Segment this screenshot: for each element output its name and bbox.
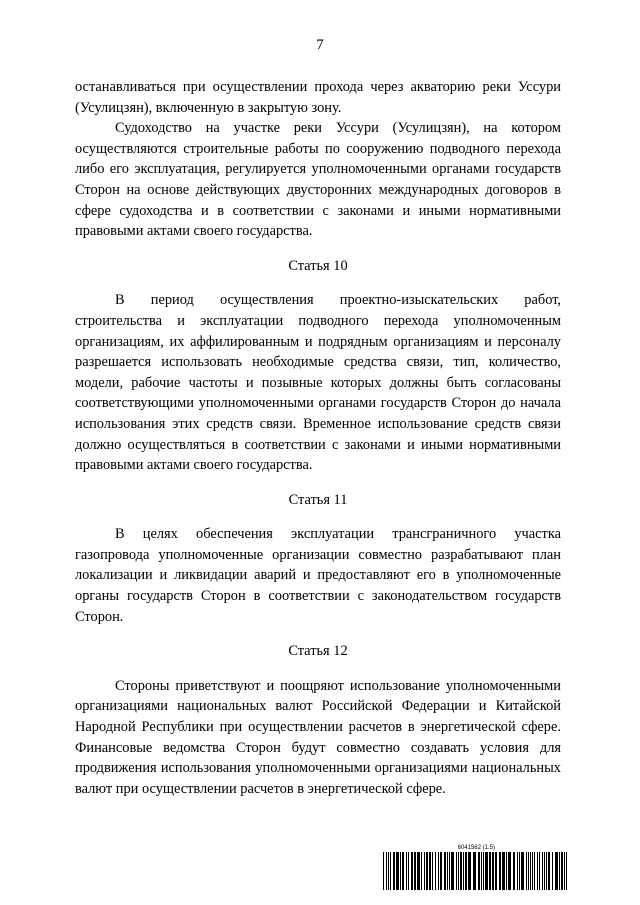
- barcode-number: 6041562 (1.5): [457, 845, 495, 851]
- paragraph-navigation: Судоходство на участке реки Уссури (Усулицзян), на котором осуществляются строительные работы по сооружению подводного перехода либо его эксплуатация, регулируется уполномоченными органами государств Сторон на основе действующих двусторонних международных договоров в сфере судоходства и в соответствии с законами и иными нормативными правовыми актами своего государства.: [75, 120, 561, 240]
- article-10-text: В период осуществления проектно-изыскательских работ, строительства и эксплуатации подводного перехода уполномоченным организациям, их аффилированным и подрядным организациям и персоналу разрешается использовать необходимые средства связи, тип, количество, модели, рабочие частоты и позывные которых должны быть согласованы соответствующими уполномоченными органами государств Сторон до начала использования этих средств связи. Временное использование средств связи должно осуществляться в соответствии с законами и иными нормативными правовыми актами своего государства.: [75, 292, 561, 474]
- article-11-heading: Статья 11: [288, 491, 348, 508]
- article-11-text: В целях обеспечения эксплуатации трансграничного участка газопровода уполномоченные организации совместно разрабатывают план локализации и ликвидации аварий и предоставляют его в уполномоченные органы государств Сторон в соответствии с законодательством государств Сторон.: [75, 526, 561, 625]
- page-number: 7: [316, 37, 324, 53]
- article-12-heading: Статья 12: [288, 643, 348, 660]
- barcode-block: [383, 844, 569, 890]
- article-10-heading: Статья 10: [288, 257, 348, 274]
- paragraph-continuation: останавливаться при осуществлении прохода через акваторию реки Уссури (Усулицзян), включенную в закрытую зону.: [75, 79, 561, 116]
- document-body: [75, 77, 561, 799]
- article-12-text: Стороны приветствуют и поощряют использование уполномоченными организациями национальных валют Российской Федерации и Китайской Народной Республики при осуществлении расчетов в энергетической сфере. Финансовые ведомства Сторон будут совместно создавать условия для продвижения использования уполномоченными организациями национальных валют при осуществлении расчетов в энергетической сфере.: [75, 677, 561, 797]
- barcode-icon: [383, 852, 569, 890]
